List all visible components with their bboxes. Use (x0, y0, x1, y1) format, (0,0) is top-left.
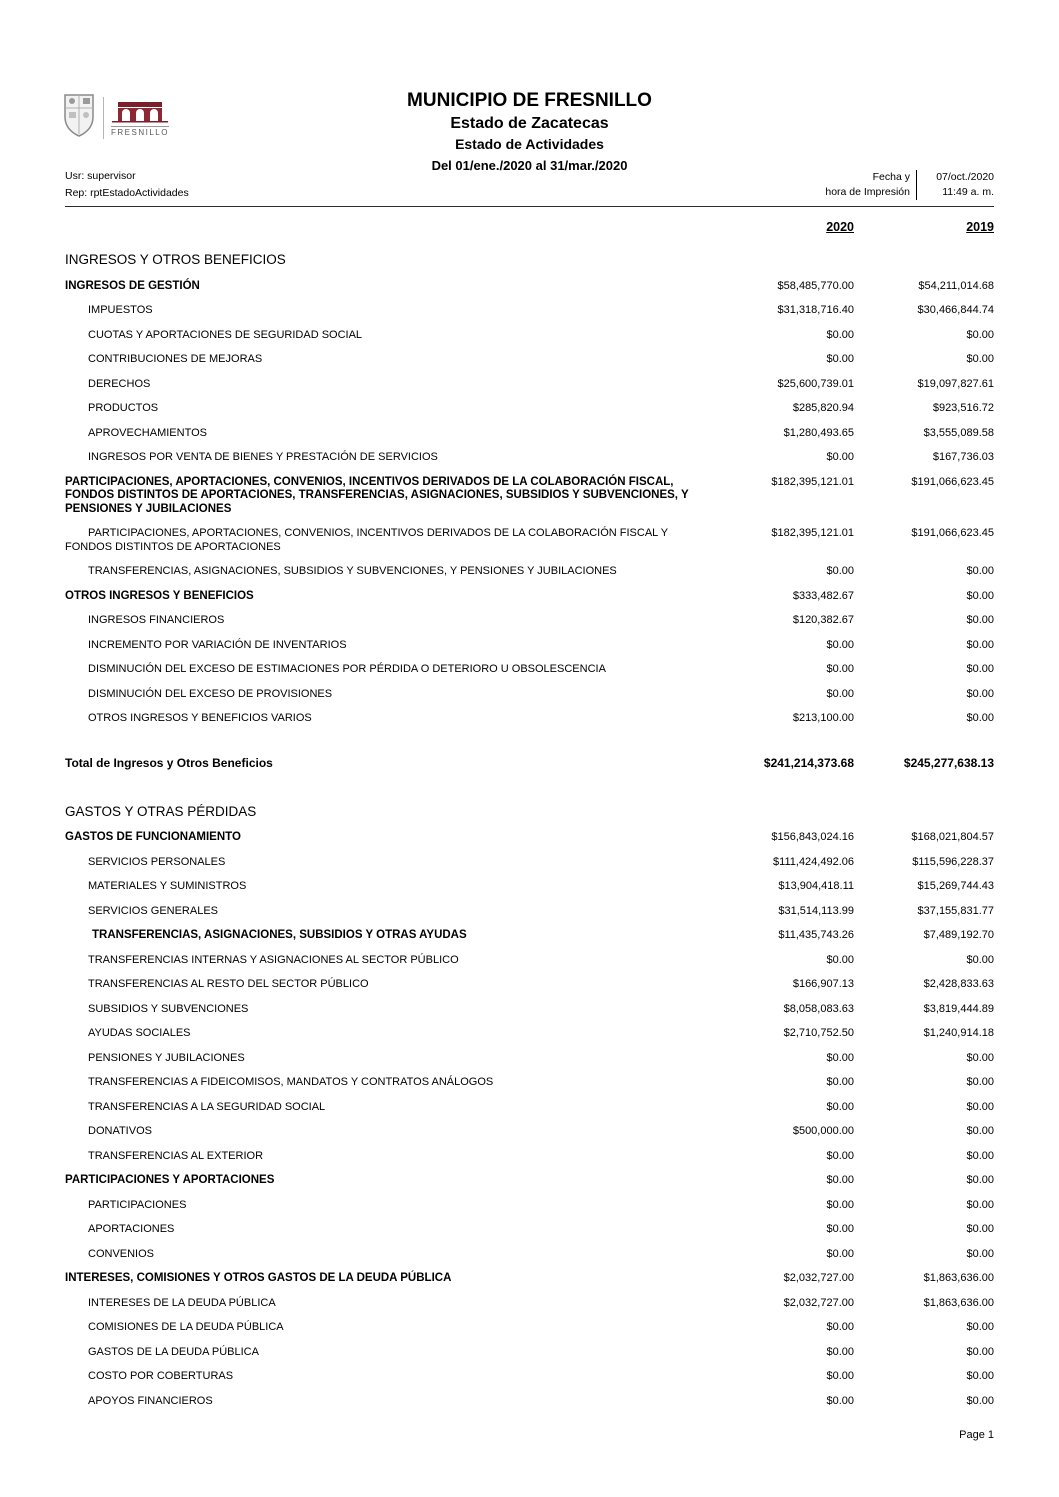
row-value-2020: $500,000.00 (792, 1125, 854, 1137)
table-row (65, 682, 994, 707)
row-value-2019: $923,516.72 (932, 402, 994, 414)
table-row (65, 826, 994, 851)
date-range: Del 01/ene./2020 al 31/mar./2020 (431, 158, 628, 173)
row-label: TRANSFERENCIAS A FIDEICOMISOS, MANDATOS Y CONTRATOS ANÁLOGOS (88, 1076, 494, 1088)
row-value-2019: $115,596,228.37 (912, 855, 994, 868)
row-value-2020: $0.00 (826, 1174, 854, 1186)
table-row (65, 1193, 994, 1218)
row-value-2020: $0.00 (826, 687, 854, 700)
row-value-2019: $3,819,444.89 (923, 1002, 994, 1015)
row-value-2019: $1,863,636.00 (923, 1272, 994, 1284)
row-value-2020: $333,482.67 (792, 589, 854, 602)
table-row (65, 397, 994, 422)
page-footer (959, 1429, 994, 1441)
row-value-2020: $2,032,727.00 (783, 1296, 854, 1309)
logo-block (62, 92, 169, 143)
row-label: APORTACIONES (88, 1223, 175, 1235)
row-value-2020: $0.00 (826, 1076, 854, 1088)
table-row (65, 1071, 994, 1096)
row-value-2019: $37,155,831.77 (917, 904, 994, 917)
row-label: INGRESOS Y OTROS BENEFICIOS (65, 252, 286, 267)
state-subtitle: Estado de Zacatecas (450, 115, 609, 132)
table-row (65, 707, 994, 732)
row-value-2020: $8,058,083.63 (783, 1002, 854, 1015)
row-value-2019: $0.00 (966, 663, 994, 675)
table-row (65, 1095, 994, 1120)
column-header-2019-label: 2019 (966, 220, 994, 234)
row-value-2020: $31,318,716.40 (777, 304, 854, 316)
row-label: SERVICIOS PERSONALES (88, 855, 226, 868)
row-value-2019: $0.00 (966, 1394, 994, 1407)
table-row (65, 584, 994, 609)
row-value-2020: $1,280,493.65 (783, 426, 854, 439)
table-row (65, 751, 994, 776)
table-row (65, 924, 994, 949)
table-row (65, 633, 994, 658)
table-row (65, 323, 994, 348)
table-row (65, 1046, 994, 1071)
meta-right (825, 170, 994, 200)
row-value-2020: $166,907.13 (792, 978, 854, 990)
row-value-2019: $0.00 (966, 328, 994, 341)
user-line: Usr: supervisor (65, 170, 136, 182)
row-value-2019: $0.00 (966, 1321, 994, 1333)
title-block (65, 90, 994, 173)
table-row (65, 299, 994, 324)
report-body (65, 246, 994, 1414)
table-row (65, 973, 994, 998)
row-label: INGRESOS FINANCIEROS (88, 614, 225, 626)
row-label: Total de Ingresos y Otros Beneficios (65, 755, 273, 770)
row-label: PENSIONES Y JUBILACIONES (88, 1051, 245, 1064)
row-label: MATERIALES Y SUMINISTROS (88, 880, 247, 892)
row-label: TRANSFERENCIAS, ASIGNACIONES, SUBSIDIOS Y OTRAS AYUDAS (92, 929, 467, 941)
table-row (65, 997, 994, 1022)
row-value-2020: $25,600,739.01 (777, 377, 854, 390)
row-value-2020: $0.00 (826, 565, 854, 577)
row-value-2020: $31,514,113.99 (778, 904, 854, 917)
row-label: COMISIONES DE LA DEUDA PÚBLICA (88, 1321, 284, 1333)
row-label: SUBSIDIOS Y SUBVENCIONES (88, 1002, 249, 1015)
row-value-2020: $0.00 (826, 1198, 854, 1211)
row-value-2019: $0.00 (966, 712, 994, 724)
row-label: CONTRIBUCIONES DE MEJORAS (88, 353, 263, 365)
row-value-2019: $7,489,192.70 (923, 929, 994, 941)
row-label: INTERESES, COMISIONES Y OTROS GASTOS DE LA DEUDA PÚBLICA (65, 1272, 452, 1284)
table-row (65, 421, 994, 446)
row-value-2020: $0.00 (826, 1321, 854, 1333)
row-label: APOYOS FINANCIEROS (88, 1394, 213, 1407)
row-label: GASTOS Y OTRAS PÉRDIDAS (65, 803, 257, 819)
row-value-2020: $0.00 (826, 1051, 854, 1064)
row-value-2019: $0.00 (966, 1125, 994, 1137)
row-label: TRANSFERENCIAS AL EXTERIOR (88, 1149, 264, 1162)
row-value-2019: $0.00 (966, 953, 994, 966)
row-value-2020: $11,435,743.26 (778, 929, 854, 941)
row-value-2020: $120,382.67 (792, 614, 854, 626)
row-value-2020: $0.00 (826, 638, 854, 651)
row-label: INGRESOS POR VENTA DE BIENES Y PRESTACIÓN DE SERVICIOS (88, 451, 438, 463)
row-label: IMPUESTOS (88, 304, 153, 316)
row-label: INCREMENTO POR VARIACIÓN DE INVENTARIOS (88, 638, 347, 651)
print-date-value: 07/oct./2020 (916, 170, 994, 185)
fresnillo-logo-icon (111, 99, 169, 137)
row-value-2019: $0.00 (966, 1345, 994, 1358)
row-label: PARTICIPACIONES Y APORTACIONES (65, 1174, 275, 1186)
row-label: TRANSFERENCIAS AL RESTO DEL SECTOR PÚBLICO (88, 978, 369, 990)
row-label: APROVECHAMIENTOS (88, 426, 207, 439)
row-value-2020: $0.00 (826, 1345, 854, 1358)
row-value-2019: $3,555,089.58 (923, 426, 994, 439)
row-value-2020: $0.00 (826, 328, 854, 341)
table-row (65, 1218, 994, 1243)
table-row (65, 948, 994, 973)
row-value-2020: $2,710,752.50 (783, 1027, 854, 1039)
row-value-2020: $13,904,418.11 (778, 880, 854, 892)
row-value-2020: $0.00 (826, 1149, 854, 1162)
row-value-2020: $156,843,024.16 (771, 831, 854, 843)
table-row (65, 522, 994, 560)
row-value-2020: $213,100.00 (792, 712, 854, 724)
row-value-2019: $191,066,623.45 (911, 475, 994, 488)
table-row (65, 1291, 994, 1316)
row-label: SERVICIOS GENERALES (88, 904, 219, 917)
row-value-2019: $0.00 (966, 638, 994, 651)
page-number: Page 1 (959, 1429, 994, 1441)
row-label: DONATIVOS (88, 1125, 152, 1137)
row-label: AYUDAS SOCIALES (88, 1027, 191, 1039)
row-label: PARTICIPACIONES, APORTACIONES, CONVENIOS, INCENTIVOS DERIVADOS DE LA COLABORACIÓN FISCAL, FONDOS DISTINTOS DE APORTACIONES, TRANSFERENCIAS, ASIGNACIONES, SUBSIDIOS Y SUBVENCIONES, Y PENSIONES Y JUBILACIONES (65, 475, 689, 515)
table-row (65, 470, 994, 522)
table-row (65, 560, 994, 585)
row-value-2019: $15,269,744.43 (917, 880, 994, 892)
row-label: DERECHOS (88, 377, 151, 390)
table-row (65, 1120, 994, 1145)
table-row (65, 1144, 994, 1169)
row-value-2019: $0.00 (966, 1247, 994, 1260)
row-value-2019: $168,021,804.57 (911, 831, 994, 843)
row-value-2019: $0.00 (966, 1100, 994, 1113)
row-value-2019: $0.00 (966, 1223, 994, 1235)
table-row (65, 246, 994, 274)
row-value-2020: $0.00 (826, 1223, 854, 1235)
row-value-2020: $241,214,373.68 (763, 755, 854, 770)
row-value-2019: $0.00 (966, 1051, 994, 1064)
row-value-2020: $0.00 (826, 451, 854, 463)
row-value-2019: $0.00 (966, 614, 994, 626)
row-value-2019: $191,066,623.45 (911, 527, 994, 539)
row-label: COSTO POR COBERTURAS (88, 1370, 234, 1382)
table-row (65, 899, 994, 924)
row-value-2019: $1,240,914.18 (923, 1027, 994, 1039)
row-label: CONVENIOS (88, 1247, 155, 1260)
meta-left (65, 168, 189, 202)
row-label: PRODUCTOS (88, 402, 159, 414)
row-label: CUOTAS Y APORTACIONES DE SEGURIDAD SOCIAL (88, 328, 363, 341)
print-date-label: Fecha y (872, 171, 910, 183)
table-row (65, 798, 994, 826)
table-row (65, 372, 994, 397)
row-label: INTERESES DE LA DEUDA PÚBLICA (88, 1296, 276, 1309)
table-row (65, 1365, 994, 1390)
row-value-2019: $30,466,844.74 (917, 304, 994, 316)
row-value-2019: $54,211,014.68 (918, 279, 994, 292)
row-value-2020: $0.00 (826, 1394, 854, 1407)
row-label: TRANSFERENCIAS, ASIGNACIONES, SUBSIDIOS Y SUBVENCIONES, Y PENSIONES Y JUBILACIONES (88, 565, 617, 577)
report-title: MUNICIPIO DE FRESNILLO (407, 90, 652, 111)
table-row (65, 1267, 994, 1292)
report-header (65, 90, 994, 202)
table-row (65, 850, 994, 875)
row-value-2019: $0.00 (966, 353, 994, 365)
table-row (65, 1340, 994, 1365)
row-value-2020: $0.00 (826, 953, 854, 966)
row-value-2020: $111,424,492.06 (773, 855, 854, 868)
table-row (65, 875, 994, 900)
row-label: TRANSFERENCIAS INTERNAS Y ASIGNACIONES AL SECTOR PÚBLICO (88, 953, 459, 966)
column-header-2020-label: 2020 (826, 220, 854, 234)
table-row (65, 609, 994, 634)
row-value-2019: $2,428,833.63 (923, 978, 994, 990)
row-label: GASTOS DE LA DEUDA PÚBLICA (88, 1345, 259, 1358)
row-value-2020: $0.00 (826, 353, 854, 365)
row-value-2019: $1,863,636.00 (923, 1296, 994, 1309)
row-value-2019: $0.00 (966, 1174, 994, 1186)
row-value-2019: $0.00 (966, 687, 994, 700)
row-value-2019: $167,736.03 (932, 451, 994, 463)
row-value-2019: $0.00 (966, 1198, 994, 1211)
row-label: OTROS INGRESOS Y BENEFICIOS VARIOS (88, 712, 312, 724)
print-time-value: 11:49 a. m. (916, 185, 994, 200)
table-row (65, 1169, 994, 1194)
row-value-2020: $58,485,770.00 (777, 279, 854, 292)
row-value-2019: $245,277,638.13 (903, 755, 994, 770)
header-rule (65, 206, 994, 207)
table-row (65, 274, 994, 299)
row-label: PARTICIPACIONES (88, 1198, 187, 1211)
report-name: Estado de Actividades (455, 136, 604, 152)
row-value-2019: $0.00 (966, 565, 994, 577)
row-label: PARTICIPACIONES, APORTACIONES, CONVENIOS, INCENTIVOS DERIVADOS DE LA COLABORACIÓN FISCAL Y FONDOS DISTINTOS DE APORTACIONES (65, 527, 668, 553)
row-label: OTROS INGRESOS Y BENEFICIOS (65, 589, 254, 602)
row-label: DISMINUCIÓN DEL EXCESO DE PROVISIONES (88, 687, 333, 700)
table-row (65, 1316, 994, 1341)
row-value-2020: $0.00 (826, 1370, 854, 1382)
row-value-2020: $0.00 (826, 663, 854, 675)
table-row (65, 348, 994, 373)
column-headers (65, 220, 994, 234)
table-row (65, 1242, 994, 1267)
row-value-2020: $285,820.94 (792, 402, 854, 414)
table-row (65, 1022, 994, 1047)
municipal-shield-icon (62, 92, 96, 143)
table-row (65, 446, 994, 471)
row-value-2020: $0.00 (826, 1100, 854, 1113)
row-label: DISMINUCIÓN DEL EXCESO DE ESTIMACIONES POR PÉRDIDA O DETERIORO U OBSOLESCENCIA (88, 663, 606, 675)
table-row (65, 658, 994, 683)
column-header-2020 (714, 220, 854, 234)
row-value-2020: $182,395,121.01 (771, 527, 854, 539)
column-header-2019 (854, 220, 994, 234)
row-label: GASTOS DE FUNCIONAMIENTO (65, 831, 241, 843)
row-value-2019: $0.00 (966, 1370, 994, 1382)
print-time-label: hora de Impresión (825, 186, 910, 198)
row-value-2019: $0.00 (966, 1076, 994, 1088)
row-value-2019: $19,097,827.61 (917, 377, 994, 390)
row-value-2020: $182,395,121.01 (771, 475, 854, 488)
row-value-2020: $2,032,727.00 (783, 1272, 854, 1284)
fresnillo-logo-text: FRESNILLO (111, 127, 169, 137)
row-label: TRANSFERENCIAS A LA SEGURIDAD SOCIAL (88, 1100, 326, 1113)
logo-divider (103, 97, 104, 139)
report-id-line: Rep: rptEstadoActividades (65, 187, 189, 199)
row-value-2020: $0.00 (826, 1247, 854, 1260)
row-label: INGRESOS DE GESTIÓN (65, 279, 200, 292)
row-value-2019: $0.00 (966, 1149, 994, 1162)
row-value-2019: $0.00 (966, 589, 994, 602)
table-row (65, 1389, 994, 1414)
